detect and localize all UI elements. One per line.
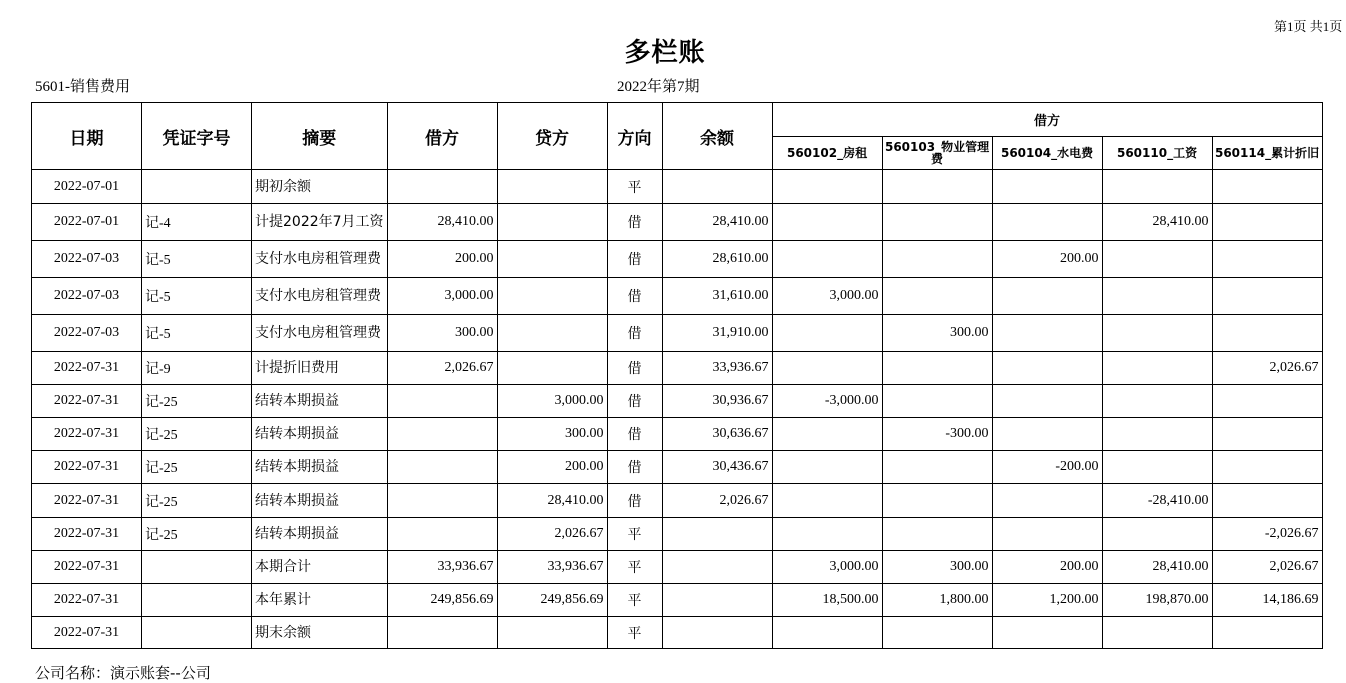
row-property-fee [882,484,992,518]
page-title: 多栏账 [624,38,706,68]
row-debit: 28,410.00 [387,204,497,241]
row-salary [1102,617,1212,649]
table-row [32,315,1323,352]
period-label: 2022年第7期 [617,79,700,95]
row-salary: 198,870.00 [1102,584,1212,617]
row-utilities: -200.00 [992,451,1102,484]
header-debit: 借方 [387,103,497,170]
row-credit: 3,000.00 [497,385,607,418]
account-name: 5601-销售费用 [35,79,130,95]
row-debit [387,385,497,418]
row-balance [662,551,772,584]
table-row [32,278,1323,315]
row-date: 2022-07-31 [32,385,142,418]
row-balance: 30,936.67 [662,385,772,418]
row-utilities [992,518,1102,551]
row-depreciation: 2,026.67 [1212,551,1322,584]
row-utilities [992,315,1102,352]
row-direction: 平 [607,170,662,204]
row-rent [772,617,882,649]
row-summary: 本期合计 [252,551,388,584]
row-voucher: 记-25 [142,451,252,484]
row-credit [497,617,607,649]
row-rent [772,418,882,451]
row-date: 2022-07-31 [32,551,142,584]
row-summary: 结转本期损益 [252,418,388,451]
row-date: 2022-07-03 [32,278,142,315]
header-sub-depreciation: 560114_累计折旧 [1212,137,1322,170]
row-credit [497,241,607,278]
row-direction: 借 [607,352,662,385]
header-sub-property-fee: 560103_物业管理费 [882,137,992,170]
row-direction: 借 [607,484,662,518]
row-balance [662,617,772,649]
row-voucher: 记-25 [142,484,252,518]
row-date: 2022-07-31 [32,617,142,649]
row-voucher [142,617,252,649]
page-info: 第1页 共1页 [1274,19,1343,34]
row-summary: 结转本期损益 [252,518,388,551]
row-rent: -3,000.00 [772,385,882,418]
row-debit: 300.00 [387,315,497,352]
row-summary: 结转本期损益 [252,484,388,518]
row-date: 2022-07-01 [32,170,142,204]
row-utilities [992,170,1102,204]
row-salary [1102,278,1212,315]
header-sub-utilities: 560104_水电费 [992,137,1102,170]
row-depreciation: 14,186.69 [1212,584,1322,617]
row-utilities [992,418,1102,451]
row-debit: 3,000.00 [387,278,497,315]
row-direction: 借 [607,451,662,484]
row-depreciation: 2,026.67 [1212,352,1322,385]
row-property-fee [882,385,992,418]
row-debit: 200.00 [387,241,497,278]
row-summary: 支付水电房租管理费 [252,278,388,315]
row-rent: 3,000.00 [772,551,882,584]
row-voucher: 记-5 [142,315,252,352]
row-depreciation [1212,418,1322,451]
row-rent [772,451,882,484]
row-depreciation [1212,617,1322,649]
row-utilities [992,204,1102,241]
ledger-body [32,170,1323,649]
row-balance: 30,636.67 [662,418,772,451]
row-voucher: 记-25 [142,385,252,418]
row-summary: 结转本期损益 [252,385,388,418]
row-debit: 2,026.67 [387,352,497,385]
row-property-fee [882,278,992,315]
header-summary: 摘要 [252,103,388,170]
row-salary [1102,518,1212,551]
header-sub-salary: 560110_工资 [1102,137,1212,170]
row-date: 2022-07-31 [32,484,142,518]
row-direction: 平 [607,584,662,617]
header-sub-rent: 560102_房租 [772,137,882,170]
row-rent [772,484,882,518]
row-summary: 期初余额 [252,170,388,204]
row-balance [662,518,772,551]
table-row [32,204,1323,241]
table-row [32,617,1323,649]
row-salary [1102,315,1212,352]
row-depreciation [1212,204,1322,241]
header-direction: 方向 [607,103,662,170]
header-balance: 余额 [662,103,772,170]
row-summary: 支付水电房租管理费 [252,241,388,278]
row-debit [387,170,497,204]
row-salary: -28,410.00 [1102,484,1212,518]
row-depreciation [1212,170,1322,204]
row-voucher [142,551,252,584]
row-debit [387,484,497,518]
row-utilities [992,385,1102,418]
row-date: 2022-07-31 [32,352,142,385]
row-utilities [992,278,1102,315]
row-balance: 28,610.00 [662,241,772,278]
row-credit [497,278,607,315]
row-summary: 支付水电房租管理费 [252,315,388,352]
table-row [32,584,1323,617]
row-voucher [142,170,252,204]
row-property-fee [882,518,992,551]
row-depreciation [1212,315,1322,352]
row-date: 2022-07-03 [32,315,142,352]
row-direction: 平 [607,617,662,649]
row-depreciation [1212,484,1322,518]
row-property-fee: 1,800.00 [882,584,992,617]
row-date: 2022-07-31 [32,518,142,551]
row-property-fee [882,352,992,385]
table-row [32,241,1323,278]
row-property-fee [882,204,992,241]
row-rent [772,170,882,204]
row-property-fee: 300.00 [882,551,992,584]
row-direction: 平 [607,551,662,584]
row-direction: 平 [607,518,662,551]
row-direction: 借 [607,315,662,352]
row-depreciation: -2,026.67 [1212,518,1322,551]
row-rent [772,241,882,278]
row-property-fee: 300.00 [882,315,992,352]
row-summary: 本年累计 [252,584,388,617]
row-credit [497,204,607,241]
row-direction: 借 [607,204,662,241]
row-balance [662,170,772,204]
row-property-fee: -300.00 [882,418,992,451]
row-property-fee [882,241,992,278]
row-date: 2022-07-01 [32,204,142,241]
row-salary [1102,170,1212,204]
row-date: 2022-07-31 [32,584,142,617]
table-row [32,551,1323,584]
row-credit [497,315,607,352]
row-rent [772,315,882,352]
row-direction: 借 [607,418,662,451]
table-row [32,170,1323,204]
row-salary [1102,352,1212,385]
row-salary: 28,410.00 [1102,551,1212,584]
row-credit: 249,856.69 [497,584,607,617]
row-credit [497,170,607,204]
row-balance: 28,410.00 [662,204,772,241]
row-depreciation [1212,451,1322,484]
row-depreciation [1212,385,1322,418]
row-debit [387,418,497,451]
row-summary: 期末余额 [252,617,388,649]
header-date: 日期 [32,103,142,170]
row-balance [662,584,772,617]
header-debit-group: 借方 [772,103,1322,137]
row-debit [387,451,497,484]
table-row [32,518,1323,551]
row-summary: 计提折旧费用 [252,352,388,385]
row-voucher: 记-9 [142,352,252,385]
table-row [32,418,1323,451]
row-balance: 2,026.67 [662,484,772,518]
row-voucher: 记-4 [142,204,252,241]
row-summary: 计提2022年7月工资 [252,204,388,241]
row-rent: 18,500.00 [772,584,882,617]
row-utilities [992,617,1102,649]
row-utilities [992,352,1102,385]
company-name: 公司名称：演示账套--公司 [35,664,211,682]
row-balance: 31,610.00 [662,278,772,315]
row-credit [497,352,607,385]
row-credit: 28,410.00 [497,484,607,518]
table-row [32,385,1323,418]
row-credit: 200.00 [497,451,607,484]
row-direction: 借 [607,241,662,278]
row-direction: 借 [607,278,662,315]
row-voucher: 记-25 [142,418,252,451]
row-salary [1102,451,1212,484]
row-salary [1102,385,1212,418]
row-utilities: 200.00 [992,551,1102,584]
row-credit: 2,026.67 [497,518,607,551]
row-depreciation [1212,241,1322,278]
row-property-fee [882,170,992,204]
row-credit: 300.00 [497,418,607,451]
row-debit: 33,936.67 [387,551,497,584]
table-row [32,352,1323,385]
row-utilities [992,484,1102,518]
row-summary: 结转本期损益 [252,451,388,484]
row-property-fee [882,451,992,484]
row-voucher: 记-5 [142,278,252,315]
row-rent: 3,000.00 [772,278,882,315]
row-balance: 33,936.67 [662,352,772,385]
row-salary: 28,410.00 [1102,204,1212,241]
row-voucher: 记-5 [142,241,252,278]
row-date: 2022-07-03 [32,241,142,278]
row-rent [772,518,882,551]
row-salary [1102,241,1212,278]
row-voucher [142,584,252,617]
row-date: 2022-07-31 [32,451,142,484]
row-direction: 借 [607,385,662,418]
row-depreciation [1212,278,1322,315]
row-balance: 31,910.00 [662,315,772,352]
row-balance: 30,436.67 [662,451,772,484]
row-property-fee [882,617,992,649]
ledger-table [31,102,1323,649]
row-debit [387,518,497,551]
row-salary [1102,418,1212,451]
row-voucher: 记-25 [142,518,252,551]
row-rent [772,352,882,385]
row-debit: 249,856.69 [387,584,497,617]
row-debit [387,617,497,649]
row-utilities: 1,200.00 [992,584,1102,617]
table-row [32,451,1323,484]
header-voucher: 凭证字号 [142,103,252,170]
header-credit: 贷方 [497,103,607,170]
row-utilities: 200.00 [992,241,1102,278]
row-credit: 33,936.67 [497,551,607,584]
row-date: 2022-07-31 [32,418,142,451]
row-rent [772,204,882,241]
table-row [32,484,1323,518]
